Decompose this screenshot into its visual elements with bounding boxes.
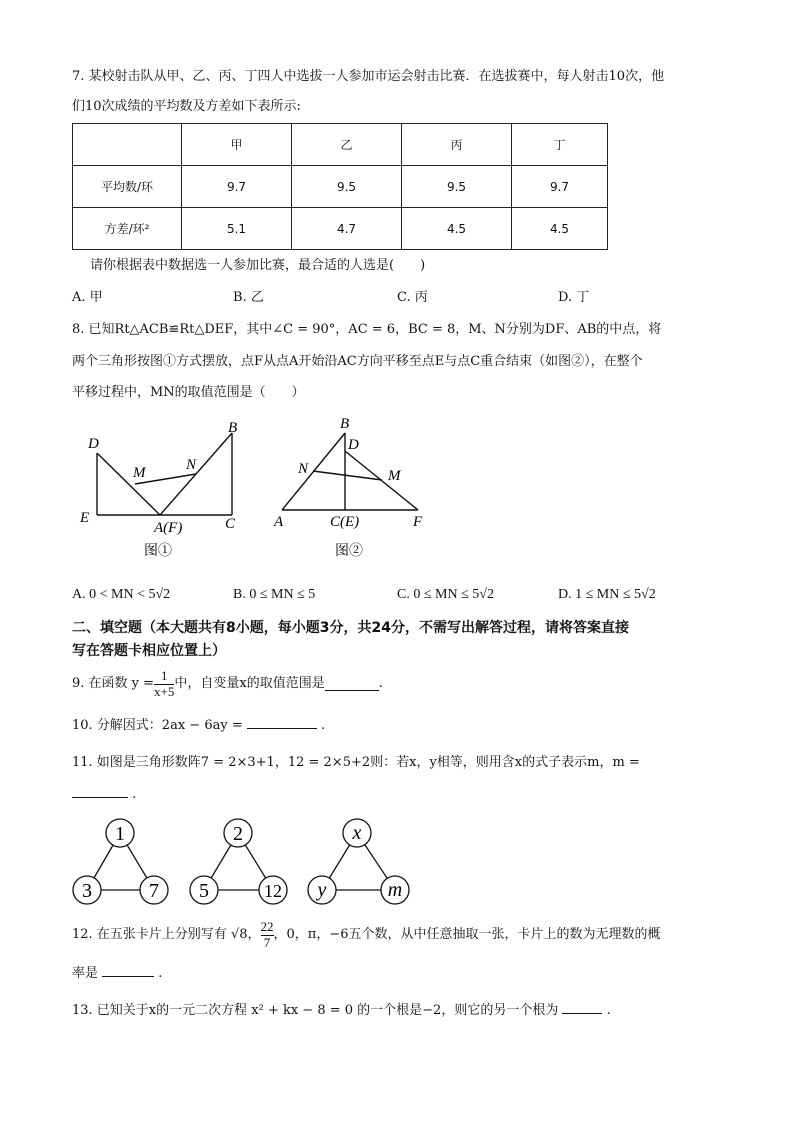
- triangle-arrays: [66, 812, 426, 912]
- fig1-label-m: M: [133, 465, 146, 481]
- triangle1-top: 1: [115, 823, 125, 845]
- q13: [72, 1001, 611, 1019]
- table-cell: 9.5: [402, 166, 512, 208]
- q8-line3: 平移过程中，MN的取值范围是（ ）: [72, 385, 305, 400]
- q8-line1: 8. 已知Rt△ACB≌Rt△DEF，其中∠C = 90°，AC = 6，BC = 8，M、N分别为DF、AB的中点，将: [72, 322, 662, 337]
- table-row: [73, 166, 608, 208]
- figure-2: [268, 413, 443, 565]
- table-cell: 4.5: [512, 208, 608, 250]
- q7-line1: 7. 某校射击队从甲、乙、丙、丁四人中选拔一人参加市运会射击比赛．在选拔赛中，每人射击10次，他: [72, 69, 665, 84]
- q13-answer-blank[interactable]: [562, 1001, 602, 1014]
- fig2-label-b: B: [340, 416, 350, 432]
- fig2-label-a: A: [274, 514, 284, 530]
- q13-text: 13. 已知关于x的一元二次方程 x² + kx − 8 = 0 的一个根是−2，则它的另一个根为: [72, 1003, 559, 1018]
- q9-denominator: x+5: [154, 683, 175, 699]
- fig1-caption: 图①: [144, 544, 172, 559]
- q12-denominator: 7: [261, 935, 274, 950]
- q10: [72, 716, 325, 734]
- triangle3-top: x: [352, 822, 362, 844]
- fig1-label-b: B: [228, 420, 238, 436]
- q9-numerator: 1: [160, 668, 168, 684]
- row-label-mean: 平均数/环: [73, 166, 182, 208]
- triangle1-left: 3: [82, 880, 92, 902]
- q12-answer-blank[interactable]: [102, 964, 154, 977]
- q13-end: .: [606, 1003, 611, 1018]
- triangle3-left: y: [317, 879, 327, 901]
- q11-line1: 11. 如图是三角形数阵7 = 2×3+1，12 = 2×5+2则：若x，y相等，则用含x的式子表示m，m =: [72, 755, 640, 770]
- scores-table: [72, 123, 608, 250]
- triangle2-left: 5: [199, 880, 209, 902]
- q9-end: .: [378, 676, 383, 692]
- q12-end: .: [158, 966, 163, 981]
- table-header-bing: 丙: [402, 124, 512, 166]
- q9-pre: 9. 在函数 y =: [72, 676, 155, 692]
- fig1-label-e: E: [80, 510, 90, 526]
- fig2-label-n: N: [298, 461, 309, 477]
- table-cell: 5.1: [182, 208, 292, 250]
- table-cell: 4.5: [402, 208, 512, 250]
- q12-line1: [72, 914, 660, 956]
- triangle2-top: 2: [233, 823, 243, 845]
- table-row: [73, 208, 608, 250]
- q7-option-c[interactable]: C. 丙: [397, 290, 428, 305]
- table-cell: 9.7: [182, 166, 292, 208]
- q10-text: 10. 分解因式：2ax − 6ay =: [72, 718, 243, 733]
- fig2-caption: 图②: [335, 544, 363, 559]
- q12-numerator: 22: [260, 919, 274, 935]
- q7-option-a[interactable]: A. 甲: [72, 290, 103, 305]
- q10-answer-blank[interactable]: [247, 716, 317, 729]
- fig1-label-c: C: [225, 516, 236, 532]
- row-label-variance: 方差/环²: [73, 208, 182, 250]
- q7-option-b[interactable]: B. 乙: [233, 290, 264, 305]
- q11-end: .: [132, 787, 137, 802]
- q9-fraction: [154, 669, 174, 699]
- q11-line2: [72, 785, 136, 803]
- q8-option-a[interactable]: A. 0 < MN < 5√2: [72, 587, 171, 602]
- table-header-row: [73, 124, 608, 166]
- table-header-yi: 乙: [292, 124, 402, 166]
- q9: [72, 664, 383, 704]
- q8-option-b[interactable]: B. 0 ≤ MN ≤ 5: [233, 587, 316, 602]
- q10-end: .: [321, 718, 326, 733]
- figure-1: [72, 415, 252, 565]
- triangle1-right: 7: [149, 880, 159, 902]
- triangle2-right: 12: [264, 881, 282, 901]
- q12-post: ，0，π，−6五个数，从中任意抽取一张，卡片上的数为无理数的概: [273, 927, 661, 943]
- fig2-label-m: M: [388, 468, 401, 484]
- q12-line2: [72, 964, 162, 982]
- q9-post: 中，自变量x的取值范围是: [174, 676, 325, 692]
- q8-option-c[interactable]: C. 0 ≤ MN ≤ 5√2: [397, 587, 494, 602]
- q11-answer-blank[interactable]: [72, 785, 128, 798]
- q12-line2-text: 率是: [72, 966, 99, 981]
- q7-prompt: 请你根据表中数据选一人参加比赛，最合适的人选是( ): [90, 258, 426, 273]
- q8-line2: 两个三角形按图①方式摆放，点F从点A开始沿AC方向平移至点E与点C重合结束（如图②），在整个: [72, 354, 643, 369]
- q12-pre: 12. 在五张卡片上分别写有 √8，: [72, 927, 261, 943]
- table-header-ding: 丁: [512, 124, 608, 166]
- q12-fraction: [261, 920, 274, 950]
- q7-line2: 们10次成绩的平均数及方差如下表所示:: [72, 99, 301, 114]
- section2-heading-line2: 写在答题卡相应位置上）: [72, 643, 226, 659]
- fig2-label-ce: C(E): [330, 514, 360, 530]
- fig1-label-af: A(F): [154, 520, 183, 536]
- q8-option-d[interactable]: D. 1 ≤ MN ≤ 5√2: [558, 587, 656, 602]
- q9-answer-blank[interactable]: [325, 678, 379, 691]
- table-cell: 9.5: [292, 166, 402, 208]
- table-header-jia: 甲: [182, 124, 292, 166]
- table-cell: 9.7: [512, 166, 608, 208]
- triangle3-right: m: [387, 879, 403, 901]
- fig2-label-d: D: [348, 437, 359, 453]
- table-header-empty: [73, 124, 182, 166]
- section2-heading-line1: 二、填空题（本大题共有8小题，每小题3分，共24分，不需写出解答过程，请将答案直接: [72, 620, 629, 636]
- fig1-label-d: D: [88, 436, 99, 452]
- fig2-label-f: F: [413, 514, 423, 530]
- fig1-label-n: N: [186, 457, 197, 473]
- q7-option-d[interactable]: D. 丁: [558, 290, 590, 305]
- table-cell: 4.7: [292, 208, 402, 250]
